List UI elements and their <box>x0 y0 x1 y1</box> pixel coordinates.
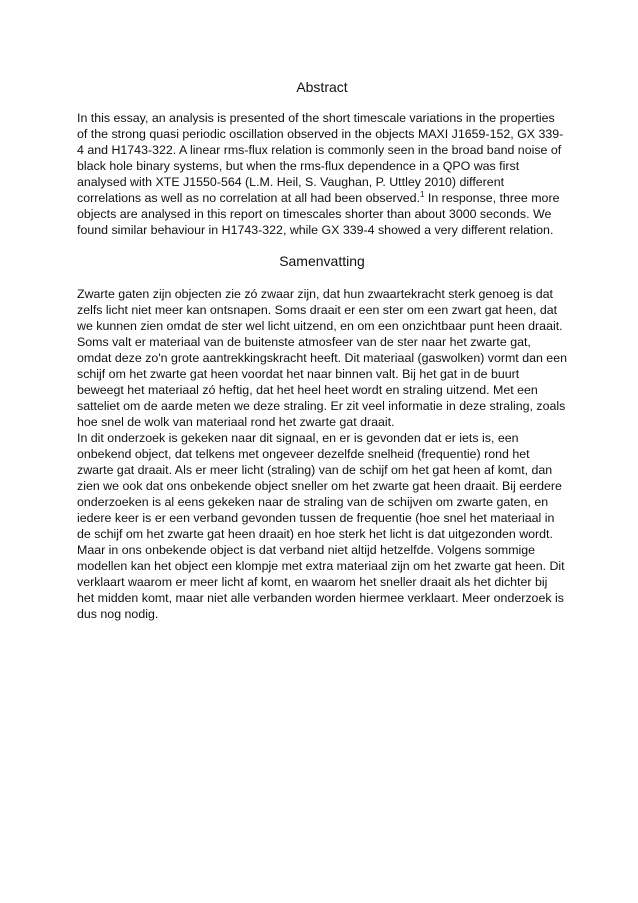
samenvatting-paragraph-2: In dit onderzoek is gekeken naar dit signaal, en er is gevonden dat er iets is, een onbekend object, dat telkens met ongeveer dezelfde snelheid (frequentie) rond het zwarte gat draait. Als er meer licht (straling) van de schijf om het gat heen af komt, dan zien we ook dat ons onbekende object sneller om het zwarte gat heen draait. Bij eerdere onderzoeken is al eens gekeken naar de straling van de schijven om zwarte gaten, en iedere keer is er een verband gevonden tussen de frequentie (hoe snel het materiaal in de schijf om het zwarte gat heen draait) en hoe sterk het licht is dat uitgezonden wordt. Maar in ons onbekende object is dat verband niet altijd hetzelfde. Volgens sommige modellen kan het object een klompje met extra materiaal zijn om het zwarte gat heen. Dit verklaart waarom er meer licht af komt, en waarom het sneller draait als het dichter bij het midden komt, maar niet alle verbanden worden hiermee verklaart. Meer onderzoek is dus nog nodig. <box>77 431 565 621</box>
page-content <box>77 78 567 622</box>
samenvatting-heading: Samenvatting <box>279 253 365 269</box>
abstract-text-part-1: In this essay, an analysis is presented of the short timescale variations in the properties of the strong quasi periodic oscillation observed in the objects MAXI J1659-152, GX 339-4 and H1743-322. A linear rms-flux relation is commonly seen in the broad band noise of black hole binary systems, but when the rms-flux dependence in a QPO was first analysed with XTE J1550-564 (L.M. Heil, S. Vaughan, P. Uttley 2010) different correlations as well as no correlation at all had been observed. <box>77 111 564 205</box>
abstract-text-part-2: In response, three more objects are analysed in this report on timescales shorter than about 3000 seconds. We found similar behaviour in H1743-322, while GX 339-4 showed a very different relation. <box>77 191 560 237</box>
abstract-paragraph <box>77 110 567 238</box>
footnote-marker: 1 <box>420 189 425 199</box>
abstract-heading: Abstract <box>296 79 348 95</box>
samenvatting-paragraph-1: Zwarte gaten zijn objecten zie zó zwaar zijn, dat hun zwaartekracht sterk genoeg is dat zelfs licht niet meer kan ontsnapen. Soms draait er een ster om een zwart gat heen, dat we kunnen zien omdat de ster wel licht uitzend, en om een onzichtbaar punt heen draait. Soms valt er materiaal van de buitenste atmosfeer van de ster naar het zwarte gat, omdat deze zo'n grote aantrekkingskracht heeft. Dit materiaal (gaswolken) vormt dan een schijf om het zwarte gat heen voordat het naar binnen valt. Bij het gat in de buurt beweegt het materiaal zó heftig, dat het heel heet wordt en straling uitzend. Met een satteliet om de aarde meten we deze straling. Er zit veel informatie in deze straling, zoals hoe snel de wolk van materiaal rond het zwarte gat draait. <box>77 287 567 429</box>
